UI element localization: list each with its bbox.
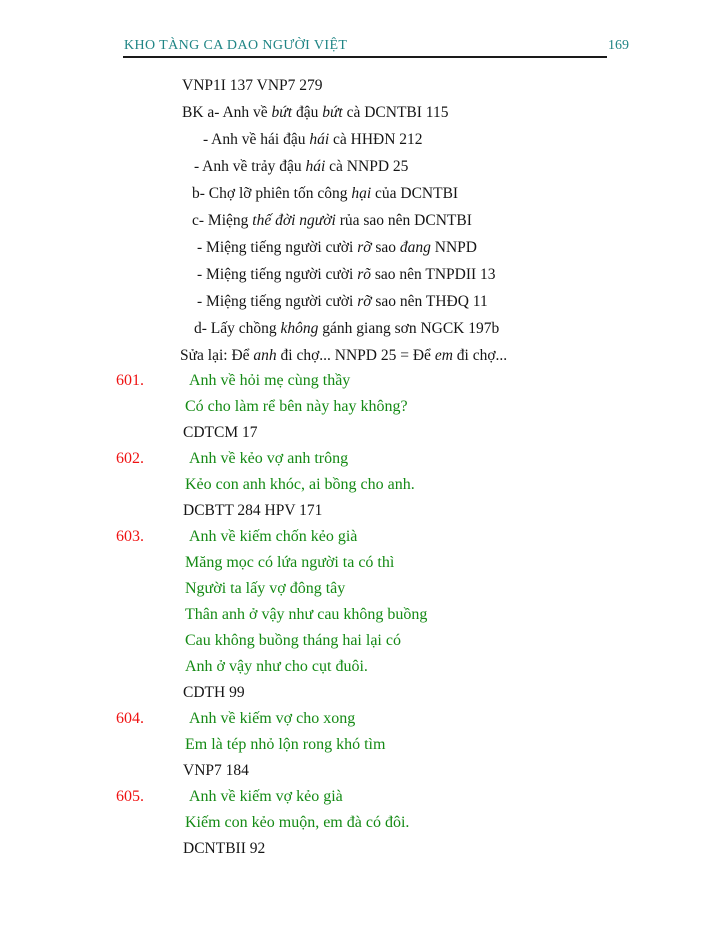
verse-line: Anh về kiếm vợ kẻo già bbox=[189, 788, 343, 805]
verse-row bbox=[0, 784, 723, 810]
verse-line: Anh về kẻo vợ anh trông bbox=[189, 450, 349, 467]
reference-row bbox=[0, 758, 723, 784]
verse-row bbox=[0, 368, 723, 394]
variant-text: rủa sao nên DCNTBI bbox=[335, 212, 472, 229]
verse-line: Anh về hỏi mẹ cùng thầy bbox=[189, 372, 351, 389]
running-title: KHO TÀNG CA DAO NGƯỜI VIỆT bbox=[124, 38, 348, 53]
variant-word-italic: em bbox=[434, 347, 453, 364]
variant-text: VNP1I 137 VNP7 279 bbox=[182, 77, 323, 94]
variant-text: - Miệng tiếng người cười bbox=[197, 266, 358, 283]
verse-line: Anh về kiếm vợ cho xong bbox=[189, 710, 356, 727]
variant-note-line bbox=[0, 72, 723, 99]
variant-note-line bbox=[0, 153, 723, 180]
variant-text: gánh giang sơn NGCK 197b bbox=[318, 320, 500, 337]
reference-row bbox=[0, 420, 723, 446]
verse-line: Anh ở vậy như cho cụt đuôi. bbox=[185, 658, 368, 675]
variant-text: cà DCNTBI 115 bbox=[342, 104, 449, 121]
variant-text: d- Lấy chồng bbox=[194, 320, 281, 337]
reference-codes: CDTCM 17 bbox=[183, 424, 258, 441]
variant-text: cà NNPD 25 bbox=[325, 158, 409, 175]
verse-row bbox=[0, 446, 723, 472]
entry-number: 605. bbox=[116, 788, 144, 805]
variant-text: - Miệng tiếng người cười bbox=[197, 239, 358, 256]
variant-word-italic: rỡ bbox=[357, 293, 372, 310]
variant-note-line bbox=[0, 207, 723, 234]
variant-text: c- Miệng bbox=[192, 212, 253, 229]
entry-number: 603. bbox=[116, 528, 144, 545]
variant-notes-section bbox=[0, 72, 723, 369]
verse-line: Người ta lấy vợ đông tây bbox=[185, 580, 346, 597]
verse-row bbox=[0, 524, 723, 550]
verse-row bbox=[0, 810, 723, 836]
variant-text: sao nên THĐQ 11 bbox=[371, 293, 488, 310]
variant-text: đậu bbox=[292, 104, 323, 121]
verse-line: Kẻo con anh khóc, ai bồng cho anh. bbox=[185, 476, 415, 493]
variant-word-italic: anh bbox=[253, 347, 277, 364]
variant-word-italic: thế đời người bbox=[252, 212, 336, 229]
variant-word-italic: hái bbox=[305, 158, 326, 175]
variant-text: BK a- Anh về bbox=[182, 104, 272, 121]
verse-row bbox=[0, 706, 723, 732]
reference-row bbox=[0, 498, 723, 524]
verse-row bbox=[0, 602, 723, 628]
reference-codes: CDTH 99 bbox=[183, 684, 245, 701]
variant-note-line bbox=[0, 315, 723, 342]
entry-number: 602. bbox=[116, 450, 144, 467]
variant-note-line bbox=[0, 126, 723, 153]
variant-note-line bbox=[0, 234, 723, 261]
variant-text: - Anh về hái đậu bbox=[203, 131, 310, 148]
verse-row bbox=[0, 394, 723, 420]
variant-word-italic: rõ bbox=[357, 266, 371, 283]
entry-number: 601. bbox=[116, 372, 144, 389]
reference-codes: DCNTBII 92 bbox=[183, 840, 266, 857]
verse-line: Anh về kiếm chốn kẻo già bbox=[189, 528, 358, 545]
variant-word-italic: hại bbox=[351, 185, 372, 202]
verse-row bbox=[0, 732, 723, 758]
verse-line: Em là tép nhỏ lộn rong khó tìm bbox=[185, 736, 386, 753]
variant-text: NNPD bbox=[430, 239, 477, 256]
variant-word-italic: hái bbox=[309, 131, 330, 148]
variant-text: đi chợ... bbox=[452, 347, 508, 364]
verse-row bbox=[0, 628, 723, 654]
reference-row bbox=[0, 680, 723, 706]
variant-word-italic: bứt bbox=[322, 104, 343, 121]
verse-row bbox=[0, 472, 723, 498]
verse-line: Kiếm con kẻo muộn, em đà có đôi. bbox=[185, 814, 410, 831]
variant-text: b- Chợ lỡ phiên tốn công bbox=[192, 185, 352, 202]
variant-note-line bbox=[0, 180, 723, 207]
entry-number: 604. bbox=[116, 710, 144, 727]
reference-row bbox=[0, 836, 723, 862]
verse-row bbox=[0, 550, 723, 576]
verse-line: Măng mọc có lứa người ta có thì bbox=[185, 554, 395, 571]
variant-word-italic: không bbox=[280, 320, 319, 337]
variant-word-italic: bứt bbox=[271, 104, 293, 121]
header-rule bbox=[123, 56, 607, 58]
verse-line: Có cho làm rể bên này hay không? bbox=[185, 398, 408, 415]
variant-text: - Miệng tiếng người cười bbox=[197, 293, 358, 310]
reference-codes: DCBTT 284 HPV 171 bbox=[183, 502, 323, 519]
verse-line: Cau không buồng tháng hai lại có bbox=[185, 632, 401, 649]
variant-text: Sửa lại: Để bbox=[180, 347, 254, 364]
variant-text: của DCNTBI bbox=[371, 185, 459, 202]
verse-line: Thân anh ở vậy như cau không buồng bbox=[185, 606, 428, 623]
variant-note-line bbox=[0, 288, 723, 315]
variant-text: cà HHĐN 212 bbox=[329, 131, 423, 148]
verse-row bbox=[0, 576, 723, 602]
variant-text: - Anh về trảy đậu bbox=[194, 158, 306, 175]
reference-codes: VNP7 184 bbox=[183, 762, 249, 779]
variant-word-italic: rỡ bbox=[357, 239, 372, 256]
entries-section bbox=[0, 368, 723, 862]
variant-note-line bbox=[0, 99, 723, 126]
variant-note-line bbox=[0, 261, 723, 288]
variant-text: sao bbox=[371, 239, 400, 256]
variant-word-italic: đang bbox=[399, 239, 431, 256]
variant-text: đi chợ... NNPD 25 = Để bbox=[276, 347, 435, 364]
page-number: 169 bbox=[608, 38, 629, 53]
variant-text: sao nên TNPDII 13 bbox=[370, 266, 496, 283]
variant-note-line bbox=[0, 342, 723, 369]
verse-row bbox=[0, 654, 723, 680]
